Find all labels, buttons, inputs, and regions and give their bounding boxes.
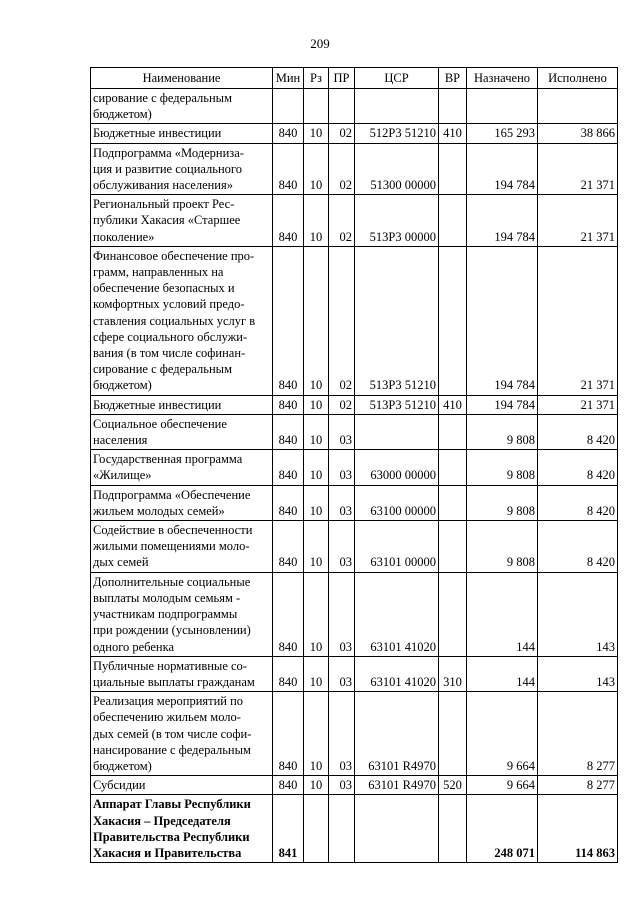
cell-min: 840 xyxy=(273,572,304,656)
cell-name xyxy=(91,89,273,124)
cell-assigned: 9 664 xyxy=(467,692,538,776)
cell-vr xyxy=(439,195,467,247)
cell-name-line: Хакасия – Председателя xyxy=(93,813,231,828)
cell-name xyxy=(91,776,273,795)
cell-name-line: участникам подпрограммы xyxy=(93,607,238,622)
cell-csr xyxy=(355,89,439,124)
cell-executed: 143 xyxy=(538,572,618,656)
cell-rz: 10 xyxy=(304,395,329,414)
cell-executed: 38 866 xyxy=(538,124,618,143)
cell-name-line: дых семей xyxy=(93,555,149,570)
table-row xyxy=(91,795,618,863)
cell-executed: 8 277 xyxy=(538,692,618,776)
table-row xyxy=(91,195,618,247)
cell-name xyxy=(91,414,273,449)
cell-csr: 63101 41020 xyxy=(355,656,439,691)
column-header-name: Наименование xyxy=(91,68,273,89)
cell-name-line: жилыми помещениями моло- xyxy=(93,539,250,554)
cell-csr: 63101 41020 xyxy=(355,572,439,656)
cell-rz: 10 xyxy=(304,246,329,395)
cell-executed: 21 371 xyxy=(538,143,618,195)
cell-name xyxy=(91,521,273,573)
cell-rz: 10 xyxy=(304,572,329,656)
cell-assigned: 9 808 xyxy=(467,414,538,449)
column-header-vr: ВР xyxy=(439,68,467,89)
cell-name-line: бюджетом) xyxy=(93,107,152,122)
cell-name-line: публики Хакасия «Старшее xyxy=(93,213,241,228)
cell-rz: 10 xyxy=(304,692,329,776)
page-number: 209 xyxy=(310,36,330,51)
cell-assigned: 9 664 xyxy=(467,776,538,795)
cell-vr xyxy=(439,692,467,776)
cell-name-line: циальные выплаты гражданам xyxy=(93,674,255,689)
table-row xyxy=(91,485,618,520)
cell-executed xyxy=(538,89,618,124)
cell-pr: 03 xyxy=(329,692,355,776)
cell-name-line: выплаты молодым семьям - xyxy=(93,590,241,605)
table-row xyxy=(91,124,618,143)
table-body xyxy=(91,89,618,863)
cell-vr xyxy=(439,89,467,124)
cell-name-line: сирование с федеральным xyxy=(93,91,232,105)
cell-min: 840 xyxy=(273,485,304,520)
cell-name xyxy=(91,246,273,395)
cell-name-line: «Жилище» xyxy=(93,468,152,483)
cell-name-line: комфортных условий предо- xyxy=(93,297,245,312)
column-header-pr: ПР xyxy=(329,68,355,89)
cell-assigned: 194 784 xyxy=(467,195,538,247)
cell-pr: 02 xyxy=(329,124,355,143)
cell-name-line: Аппарат Главы Республики xyxy=(93,797,251,812)
cell-vr xyxy=(439,414,467,449)
cell-name-line: сфере социального обслужи- xyxy=(93,329,248,344)
cell-name-line: жильем молодых семей» xyxy=(93,503,225,518)
cell-min: 840 xyxy=(273,656,304,691)
cell-rz: 10 xyxy=(304,143,329,195)
cell-name xyxy=(91,143,273,195)
cell-pr xyxy=(329,89,355,124)
cell-name xyxy=(91,572,273,656)
cell-assigned: 9 808 xyxy=(467,485,538,520)
cell-name-line: обслуживания населения» xyxy=(93,178,233,193)
cell-csr: 63101 R4970 xyxy=(355,776,439,795)
cell-pr: 03 xyxy=(329,656,355,691)
cell-rz xyxy=(304,795,329,863)
cell-name-line: Финансовое обеспечение про- xyxy=(93,248,255,263)
cell-name-line: Правительства Республики xyxy=(93,829,250,844)
cell-vr: 520 xyxy=(439,776,467,795)
cell-pr: 02 xyxy=(329,143,355,195)
cell-executed: 8 420 xyxy=(538,485,618,520)
cell-vr: 410 xyxy=(439,395,467,414)
cell-vr xyxy=(439,572,467,656)
cell-rz: 10 xyxy=(304,656,329,691)
cell-name xyxy=(91,450,273,485)
cell-name xyxy=(91,195,273,247)
cell-name-line: Реализация мероприятий по xyxy=(93,694,244,709)
cell-assigned xyxy=(467,89,538,124)
cell-assigned: 194 784 xyxy=(467,246,538,395)
cell-executed: 21 371 xyxy=(538,195,618,247)
cell-min: 840 xyxy=(273,450,304,485)
table-row xyxy=(91,395,618,414)
cell-min: 840 xyxy=(273,414,304,449)
cell-min: 840 xyxy=(273,521,304,573)
column-header-min: Мин xyxy=(273,68,304,89)
cell-min: 840 xyxy=(273,143,304,195)
cell-name-line: Социальное обеспечение xyxy=(93,416,227,431)
table-row xyxy=(91,521,618,573)
cell-name xyxy=(91,124,273,143)
cell-csr: 512P3 51210 xyxy=(355,124,439,143)
cell-assigned: 248 071 xyxy=(467,795,538,863)
cell-name-line: Публичные нормативные со- xyxy=(93,658,247,673)
cell-rz: 10 xyxy=(304,776,329,795)
cell-name-line: Содействие в обеспеченности xyxy=(93,523,253,538)
cell-name xyxy=(91,485,273,520)
cell-executed: 8 420 xyxy=(538,450,618,485)
cell-name-line: Подпрограмма «Обеспечение xyxy=(93,487,251,502)
cell-name-line: Хакасия и Правительства xyxy=(93,845,242,860)
cell-name-line: Дополнительные социальные xyxy=(93,574,251,589)
cell-pr: 03 xyxy=(329,521,355,573)
cell-csr xyxy=(355,414,439,449)
cell-csr: 513P3 51210 xyxy=(355,395,439,414)
cell-name-line: Бюджетные инвестиции xyxy=(93,126,222,141)
cell-name-line: одного ребенка xyxy=(93,639,175,654)
cell-pr: 02 xyxy=(329,246,355,395)
cell-name-line: ставления социальных услуг в xyxy=(93,313,256,328)
table-row xyxy=(91,692,618,776)
cell-min: 841 xyxy=(273,795,304,863)
cell-name-line: вания (в том числе софинан- xyxy=(93,346,246,361)
cell-name-line: бюджетом) xyxy=(93,758,152,773)
cell-name-line: при рождении (усыновлении) xyxy=(93,623,251,638)
cell-vr xyxy=(439,795,467,863)
cell-name-line: поколение» xyxy=(93,229,155,244)
cell-pr: 02 xyxy=(329,395,355,414)
cell-rz: 10 xyxy=(304,414,329,449)
cell-rz: 10 xyxy=(304,450,329,485)
cell-rz: 10 xyxy=(304,195,329,247)
cell-assigned: 144 xyxy=(467,656,538,691)
cell-name xyxy=(91,656,273,691)
cell-min xyxy=(273,89,304,124)
cell-csr: 63101 R4970 xyxy=(355,692,439,776)
cell-name-line: ция и развитие социального xyxy=(93,161,242,176)
cell-rz: 10 xyxy=(304,485,329,520)
cell-pr: 02 xyxy=(329,195,355,247)
cell-min: 840 xyxy=(273,124,304,143)
cell-assigned: 194 784 xyxy=(467,395,538,414)
cell-executed: 143 xyxy=(538,656,618,691)
cell-csr xyxy=(355,795,439,863)
cell-executed: 8 420 xyxy=(538,414,618,449)
cell-pr: 03 xyxy=(329,414,355,449)
cell-min: 840 xyxy=(273,246,304,395)
table-row xyxy=(91,450,618,485)
cell-csr: 63101 00000 xyxy=(355,521,439,573)
cell-pr: 03 xyxy=(329,776,355,795)
cell-name xyxy=(91,692,273,776)
cell-pr: 03 xyxy=(329,572,355,656)
cell-name-line: дых семей (в том числе софи- xyxy=(93,726,252,741)
cell-name-line: Бюджетные инвестиции xyxy=(93,397,222,412)
cell-vr xyxy=(439,450,467,485)
cell-name-line: Подпрограмма «Модерниза- xyxy=(93,145,244,160)
cell-rz xyxy=(304,89,329,124)
table-row xyxy=(91,143,618,195)
cell-name-line: населения xyxy=(93,433,148,448)
cell-executed: 114 863 xyxy=(538,795,618,863)
cell-name-line: грамм, направленных на xyxy=(93,265,224,280)
cell-name-line: сирование с федеральным xyxy=(93,362,232,377)
cell-executed: 21 371 xyxy=(538,395,618,414)
cell-csr: 63000 00000 xyxy=(355,450,439,485)
cell-csr: 513P3 51210 xyxy=(355,246,439,395)
cell-executed: 8 277 xyxy=(538,776,618,795)
cell-rz: 10 xyxy=(304,124,329,143)
cell-csr: 63100 00000 xyxy=(355,485,439,520)
cell-csr: 51300 00000 xyxy=(355,143,439,195)
budget-table xyxy=(90,67,618,863)
cell-min: 840 xyxy=(273,195,304,247)
column-header-assigned: Назначено xyxy=(467,68,538,89)
cell-csr: 513P3 00000 xyxy=(355,195,439,247)
cell-assigned: 9 808 xyxy=(467,450,538,485)
cell-vr: 410 xyxy=(439,124,467,143)
cell-vr xyxy=(439,521,467,573)
cell-name-line: Государственная программа xyxy=(93,452,243,467)
cell-vr: 310 xyxy=(439,656,467,691)
cell-name-line: обеспечению жильем моло- xyxy=(93,710,241,725)
cell-assigned: 9 808 xyxy=(467,521,538,573)
table-header-row xyxy=(91,68,618,89)
cell-name-line: нансирование с федеральным xyxy=(93,742,251,757)
cell-name-line: обеспечение безопасных и xyxy=(93,281,235,296)
cell-name xyxy=(91,395,273,414)
cell-min: 840 xyxy=(273,395,304,414)
table-row xyxy=(91,414,618,449)
cell-name-line: Субсидии xyxy=(93,778,146,793)
cell-pr: 03 xyxy=(329,485,355,520)
cell-assigned: 165 293 xyxy=(467,124,538,143)
cell-name xyxy=(91,795,273,863)
cell-name-line: Региональный проект Рес- xyxy=(93,197,235,212)
cell-rz: 10 xyxy=(304,521,329,573)
cell-assigned: 144 xyxy=(467,572,538,656)
table-row xyxy=(91,89,618,124)
cell-name-line: бюджетом) xyxy=(93,378,152,393)
table-row xyxy=(91,246,618,395)
table-row xyxy=(91,776,618,795)
cell-vr xyxy=(439,246,467,395)
cell-pr: 03 xyxy=(329,450,355,485)
column-header-rz: Рз xyxy=(304,68,329,89)
column-header-executed: Исполнено xyxy=(538,68,618,89)
cell-executed: 8 420 xyxy=(538,521,618,573)
column-header-csr: ЦСР xyxy=(355,68,439,89)
cell-min: 840 xyxy=(273,692,304,776)
cell-assigned: 194 784 xyxy=(467,143,538,195)
cell-vr xyxy=(439,485,467,520)
cell-pr xyxy=(329,795,355,863)
cell-executed: 21 371 xyxy=(538,246,618,395)
table-row xyxy=(91,572,618,656)
cell-vr xyxy=(439,143,467,195)
table-row xyxy=(91,656,618,691)
cell-min: 840 xyxy=(273,776,304,795)
